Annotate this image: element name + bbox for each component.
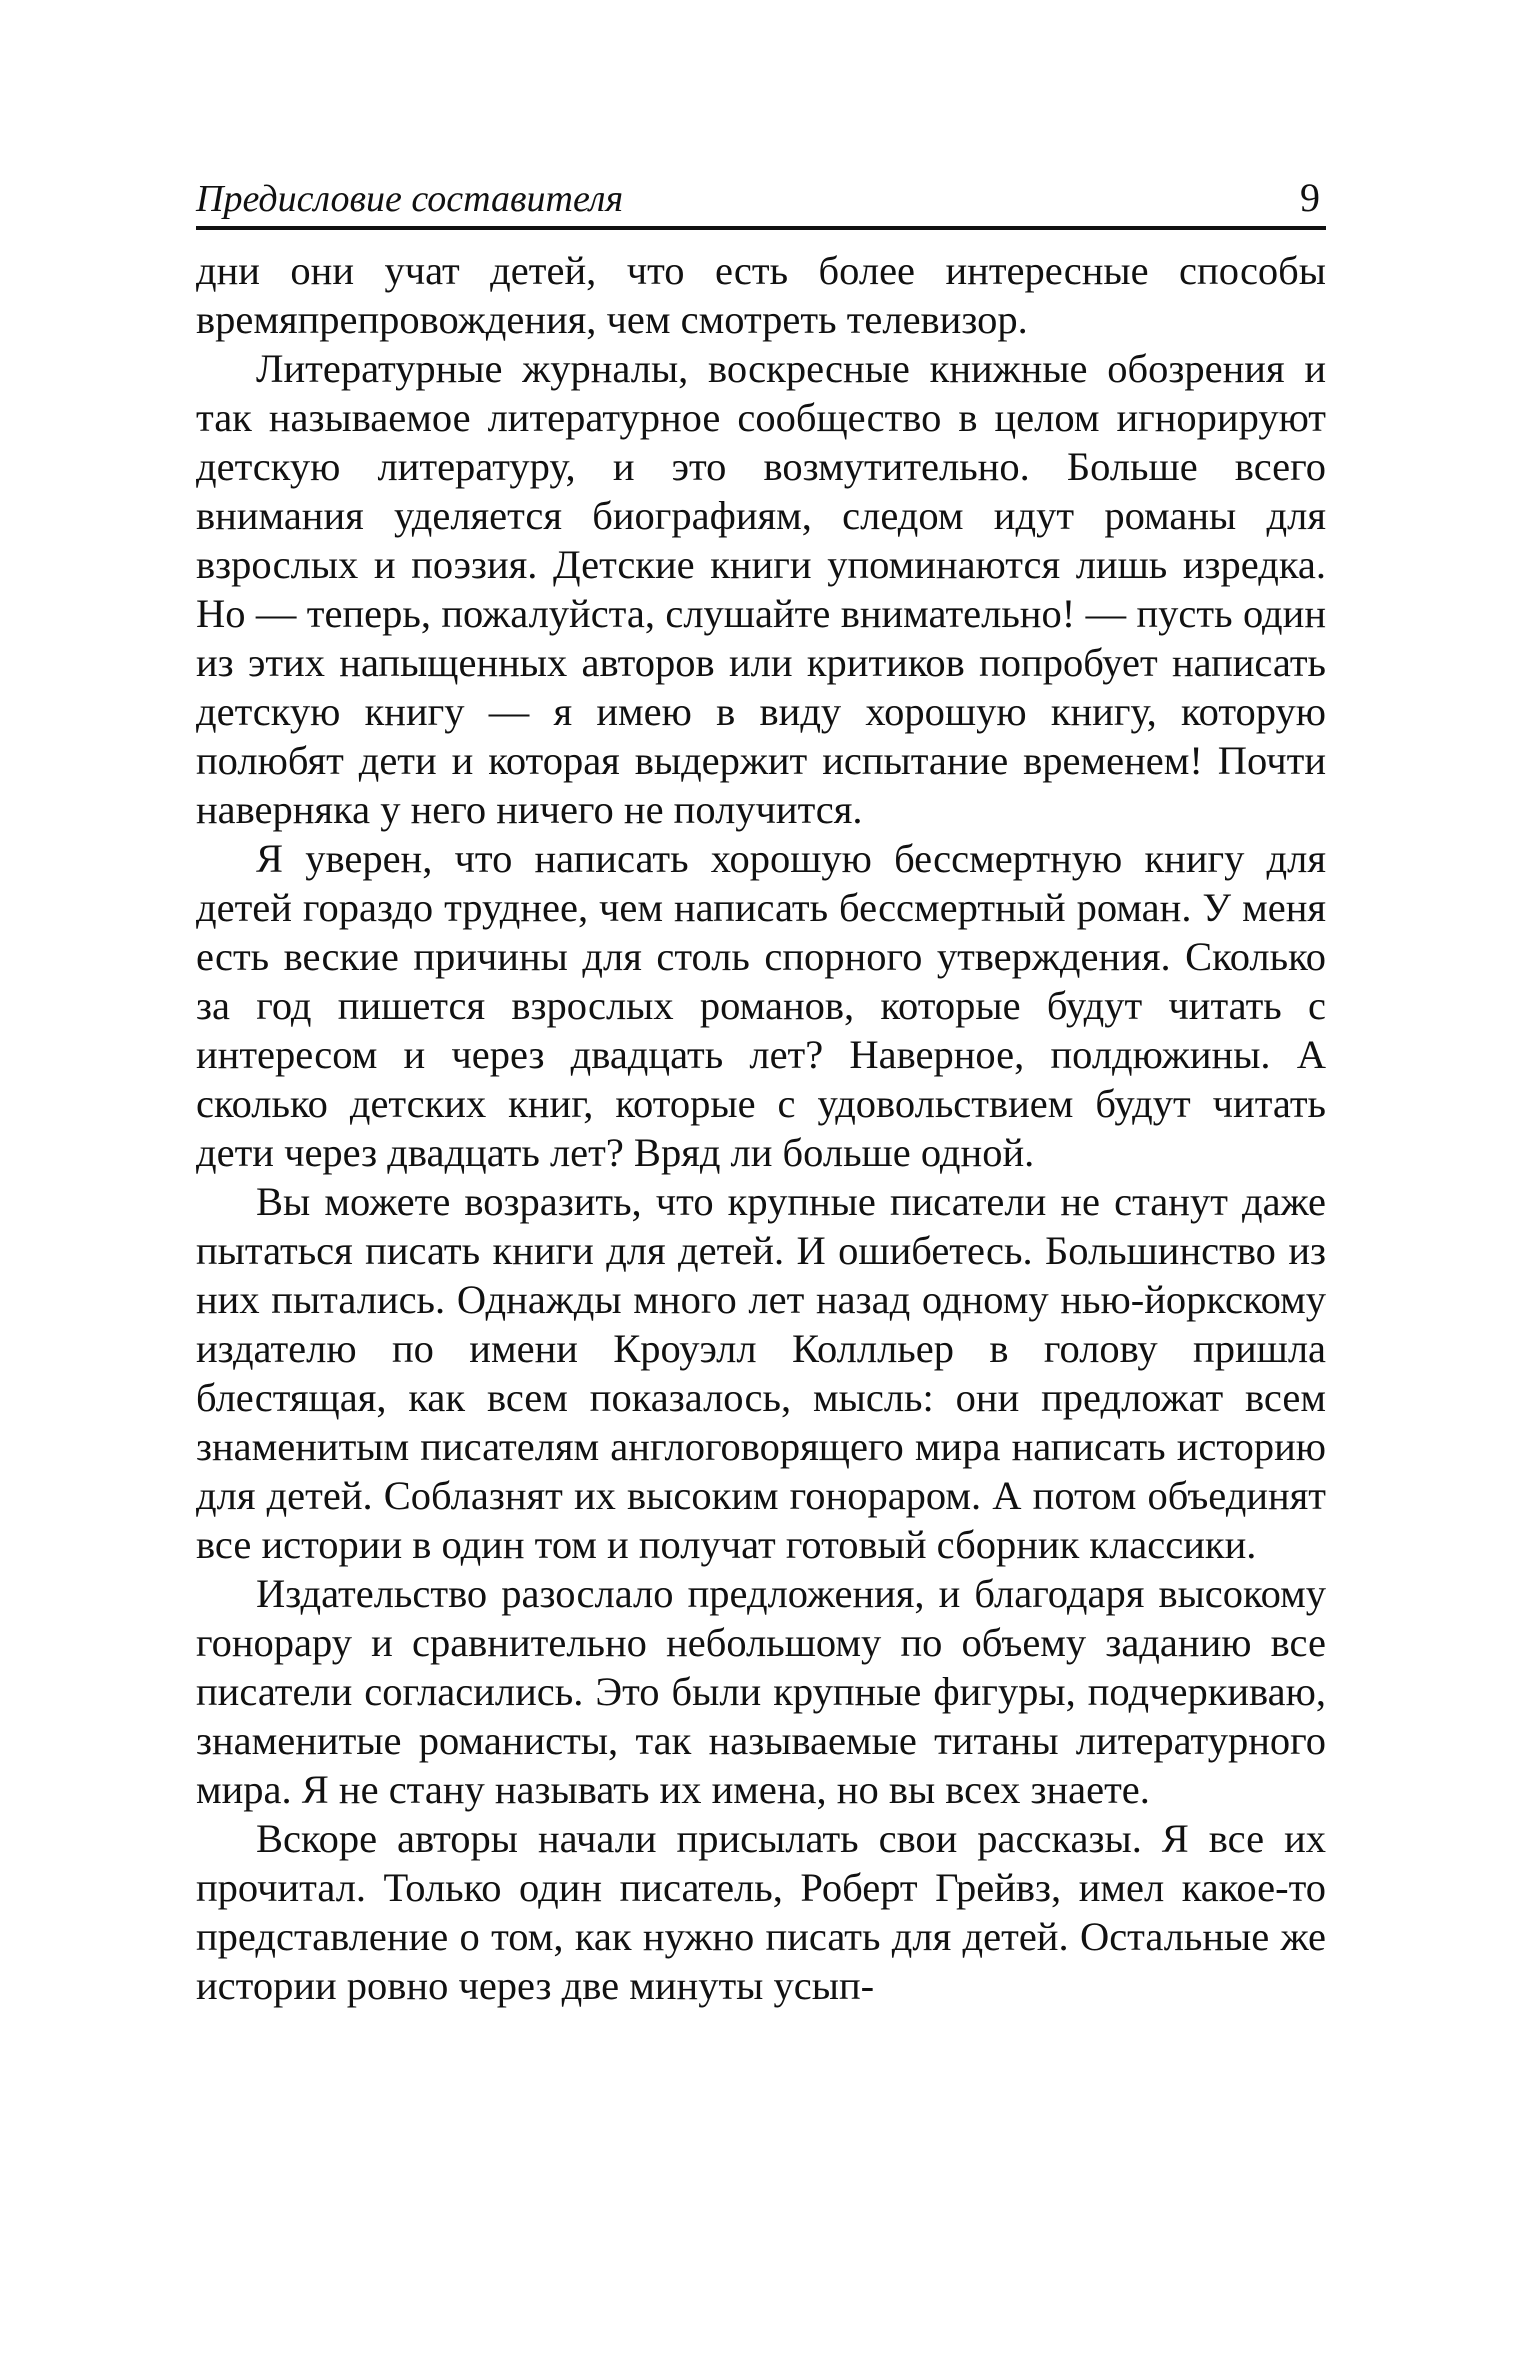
paragraph: Вы можете возразить, что крупные писатели не станут даже пытаться писать книги для детей. И ошибетесь. Большинство из них пытались. Однажды много лет назад одному нью-йоркскому издателю по имени Кроуэлл Коллльер в голову пришла блестящая, как всем показалось, мысль: они предложат всем знаменитым писателям англоговорящего мира написать историю для детей. Соблазнят их высоким гонораром. А потом объединят все истории в один том и получат готовый сборник классики. <box>196 1179 1326 1567</box>
book-page <box>196 168 1326 2010</box>
body-text <box>196 246 1326 2010</box>
paragraph: Я уверен, что написать хорошую бессмертную книгу для детей гораздо труднее, чем написать бессмертный роман. У меня есть веские причины для столь спорного утверждения. Сколько за год пишется взрослых романов, которые будут читать с интересом и через двадцать лет? Наверное, полдюжины. А сколько детских книг, которые с удовольствием будут читать дети через двадцать лет? Вряд ли больше одной. <box>196 836 1326 1175</box>
page-number: 9 <box>1300 175 1320 220</box>
paragraph-continued: дни они учат детей, что есть более интересные способы времяпрепровождения, чем смотреть телевизор. <box>196 248 1326 342</box>
running-title: Предисловие составителя <box>196 178 624 220</box>
paragraph: Литературные журналы, воскресные книжные обозрения и так называемое литературное сообщество в целом игнорируют детскую литературу, и это возмутительно. Больше всего внимания уделяется биографиям, следом идут романы для взрослых и поэзия. Детские книги упоминаются лишь изредка. Но — теперь, пожалуйста, слушайте внимательно! — пусть один из этих напыщенных авторов или критиков попробует написать детскую книгу — я имею в виду хорошую книгу, которую полюбят дети и которая выдержит испытание временем! Почти наверняка у него ничего не получится. <box>196 346 1326 832</box>
running-header <box>196 168 1326 230</box>
paragraph: Издательство разослало предложения, и благодаря высокому гонорару и сравнительно небольшому по объему заданию все писатели согласились. Это были крупные фигуры, подчеркиваю, знаменитые романисты, так называемые титаны литературного мира. Я не стану называть их имена, но вы всех знаете. <box>196 1571 1326 1812</box>
paragraph: Вскоре авторы начали присылать свои рассказы. Я все их прочитал. Только один писатель, Роберт Грейвз, имел какое-то представление о том, как нужно писать для детей. Остальные же истории ровно через две минуты усып- <box>196 1816 1326 2008</box>
